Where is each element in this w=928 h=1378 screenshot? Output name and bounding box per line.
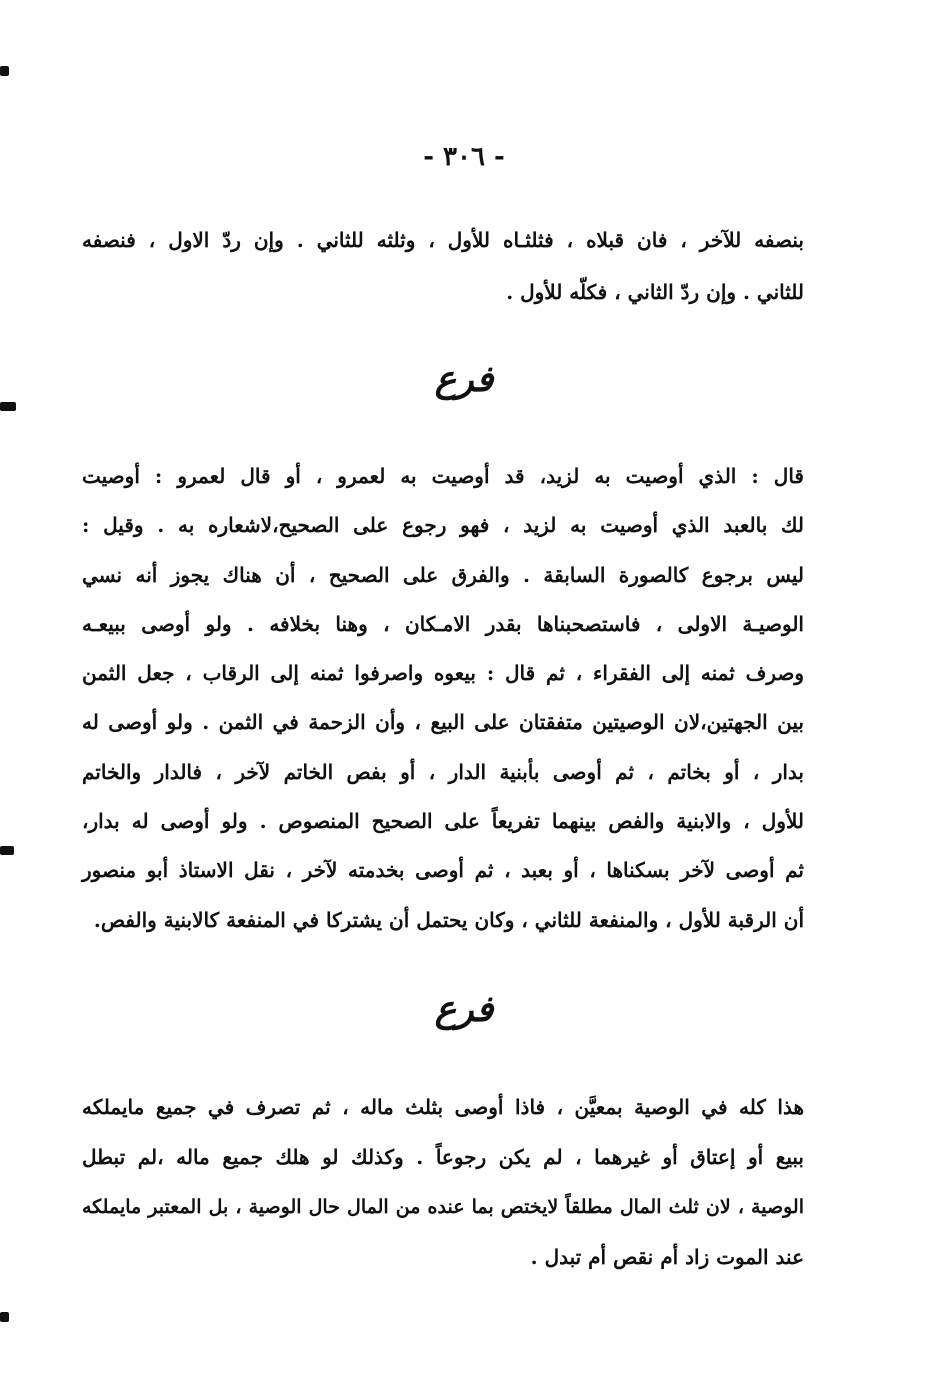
intro-paragraph <box>82 214 804 318</box>
text-line: ليس برجوع كالصورة السابقة . والفرق على الصحيح ، أن هناك يجوز أنه نسي <box>82 562 804 587</box>
text-line: لك بالعبد الذي أوصيت به لزيد ، فهو رجوع على الصحيح،لاشعاره به . وقيل : <box>82 513 804 538</box>
page-number: - ٣٠٦ - <box>423 142 505 172</box>
text-line: ببيع أو إعتاق أو غيرهما ، لم يكن رجوعاً . وكذلك لو هلك جميع ماله ،لم تبطل <box>82 1145 804 1169</box>
text-line: بين الجهتين،لان الوصيتين متفقتان على البيع ، وأن الزحمة في الثمن . ولو أوصى له <box>82 710 804 735</box>
section-heading: فرع <box>434 988 494 1030</box>
text-line: الوصية ، لان ثلث المال مطلقاً لايختص بما عنده من المال حال الوصية ، بل المعتبر مايملكه <box>82 1196 804 1218</box>
text-line: هذا كله في الوصية بمعيَّن ، فاذا أوصى بثلث ماله ، ثم تصرف في جميع مايملكه <box>82 1095 804 1119</box>
text-line: وصرف ثمنه إلى الفقراء ، ثم قال : بيعوه واصرفوا ثمنه إلى الرقاب ، جعل الثمن <box>82 661 804 686</box>
text-line: عند الموت زاد أم نقص أم تبدل . <box>530 1245 804 1269</box>
text-line: أن الرقبة للأول ، والمنفعة للثاني ، وكان يحتمل أن يشتركا في المنفعة كالابنية والفص. <box>93 907 804 932</box>
text-line: بنصفه للآخر ، فان قبلاه ، فثلثـاه للأول ، وثلثه للثاني . وإن ردّ الاول ، فنصفه <box>82 228 804 252</box>
text-line: ثم أوصى لآخر بسكناها ، أو بعبد ، ثم أوصى بخدمته لآخر ، نقل الاستاذ أبو منصور <box>82 858 804 883</box>
scan-edge-mark <box>0 402 16 411</box>
text-line: قال : الذي أوصيت به لزيد، قد أوصيت به لعمرو ، أو قال لعمرو : أوصيت <box>82 464 804 488</box>
text-line: للثاني . وإن ردّ الثاني ، فكلّه للأول . <box>506 280 804 304</box>
text-line: بدار ، أو بخاتم ، ثم أوصى بأبنية الدار ، أو بفص الخاتم لآخر ، فالدار والخاتم <box>82 759 804 784</box>
scan-edge-mark <box>0 1312 9 1322</box>
section-paragraph <box>82 1082 804 1282</box>
scan-edge-mark <box>0 846 14 855</box>
text-line: للأول ، والابنية والفص بينهما تفريعاً على الصحيح المنصوص . ولو أوصى له بدار، <box>82 809 804 834</box>
scan-edge-mark <box>0 66 9 76</box>
section-paragraph <box>82 452 804 945</box>
text-line: الوصيـة الاولى ، فاستصحبناها بقدر الامـكان ، وهنا بخلافه . ولو أوصى ببيعـه <box>82 611 804 636</box>
section-heading: فرع <box>434 358 494 400</box>
